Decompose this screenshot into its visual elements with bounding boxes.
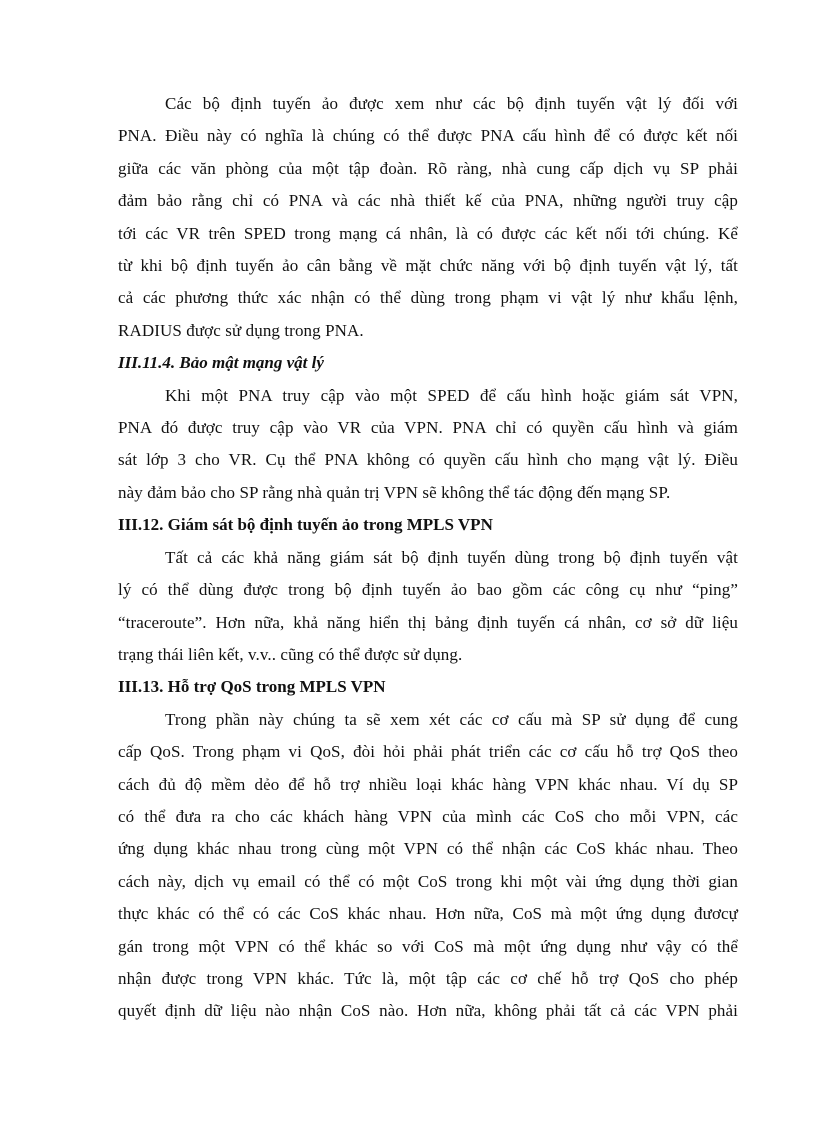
text-line: “traceroute”. Hơn nữa, khả năng hiển thị bảng định tuyến cá nhân, cơ sở dữ liệu [118,612,738,632]
text-line: Các bộ định tuyến ảo được xem như các bộ định tuyến vật lý đối với [165,94,738,113]
text-line: nhận được trong VPN khác. Tức là, một tập các cơ chế hỗ trợ QoS cho phép [118,968,738,988]
text-line: cả các phương thức xác nhận có thể dùng trong phạm vi vật lý như khẩu lệnh, [118,288,738,308]
text-line: tới các VR trên SPED trong mạng cá nhân, là có được các kết nối tới chúng. Kể [118,223,738,243]
text-line: thực khác có thể có các CoS khác nhau. Hơn nữa, CoS mà một ứng dụng đươcự [118,904,738,924]
text-line: này đảm bảo cho SP rằng nhà quản trị VPN sẽ không thể tác động đến mạng SP. [118,482,671,502]
text-line: RADIUS được sử dụng trong PNA. [118,320,364,340]
paragraph-virtual-routers [118,88,738,347]
text-line: PNA. Điều này có nghĩa là chúng có thể được PNA cấu hình để có được kết nối [118,126,738,146]
text-line: cấp QoS. Trong phạm vi QoS, đòi hỏi phải phát triển các cơ cấu hỗ trợ QoS theo [118,742,738,762]
section-heading-qos-support: III.13. Hỗ trợ QoS trong MPLS VPN [118,677,386,697]
text-line: PNA đó được truy cập vào VR của VPN. PNA chỉ có quyền cấu hình và giám [118,418,738,438]
paragraph-router-monitoring [118,542,738,672]
text-line: Khi một PNA truy cập vào một SPED để cấu hình hoặc giám sát VPN, [165,385,738,405]
paragraph-physical-security [118,380,738,510]
text-line: Tất cả các khả năng giám sát bộ định tuyến dùng trong bộ định tuyến vật [165,547,738,567]
text-line: gán trong một VPN có thể khác so với CoS mà một ứng dụng như vậy có thể [118,936,738,956]
text-line: giữa các văn phòng của một tập đoàn. Rõ ràng, nhà cung cấp dịch vụ SP phải [118,158,738,178]
text-line: cách đủ độ mềm dẻo để hỗ trợ nhiều loại khác hàng VPN khác nhau. Ví dụ SP [118,774,738,794]
text-line: Trong phần này chúng ta sẽ xem xét các cơ cấu mà SP sử dụng để cung [165,709,738,729]
section-heading-router-monitoring: III.12. Giám sát bộ định tuyến ảo trong MPLS VPN [118,515,493,535]
text-line: có thể đưa ra cho các khách hàng VPN của mình các CoS cho mỗi VPN, các [118,806,738,826]
section-heading-physical-security: III.11.4. Bảo mật mạng vật lý [118,353,324,373]
document-page [118,88,738,1028]
paragraph-qos-support [118,704,738,1028]
text-line: sát lớp 3 cho VR. Cụ thể PNA không có quyền cấu hình cho mạng vật lý. Điều [118,450,738,470]
text-line: trạng thái liên kết, v.v.. cũng có thể được sử dụng. [118,644,463,664]
text-line: ứng dụng khác nhau trong cùng một VPN có thể nhận các CoS khác nhau. Theo [118,839,738,859]
text-line: từ khi bộ định tuyến ảo cân bằng về mặt chức năng với bộ định tuyến vật lý, tất [118,256,738,276]
text-line: lý có thể dùng được trong bộ định tuyến ảo bao gồm các công cụ như “ping” [118,580,738,600]
text-line: đảm bảo rằng chỉ có PNA và các nhà thiết kế của PNA, những người truy cập [118,191,738,211]
text-line: quyết định dữ liệu nào nhận CoS nào. Hơn nữa, không phải tất cả các VPN phải [118,1001,738,1021]
text-line: cách này, dịch vụ email có thể có một CoS trong khi một vài ứng dụng thời gian [118,871,738,891]
